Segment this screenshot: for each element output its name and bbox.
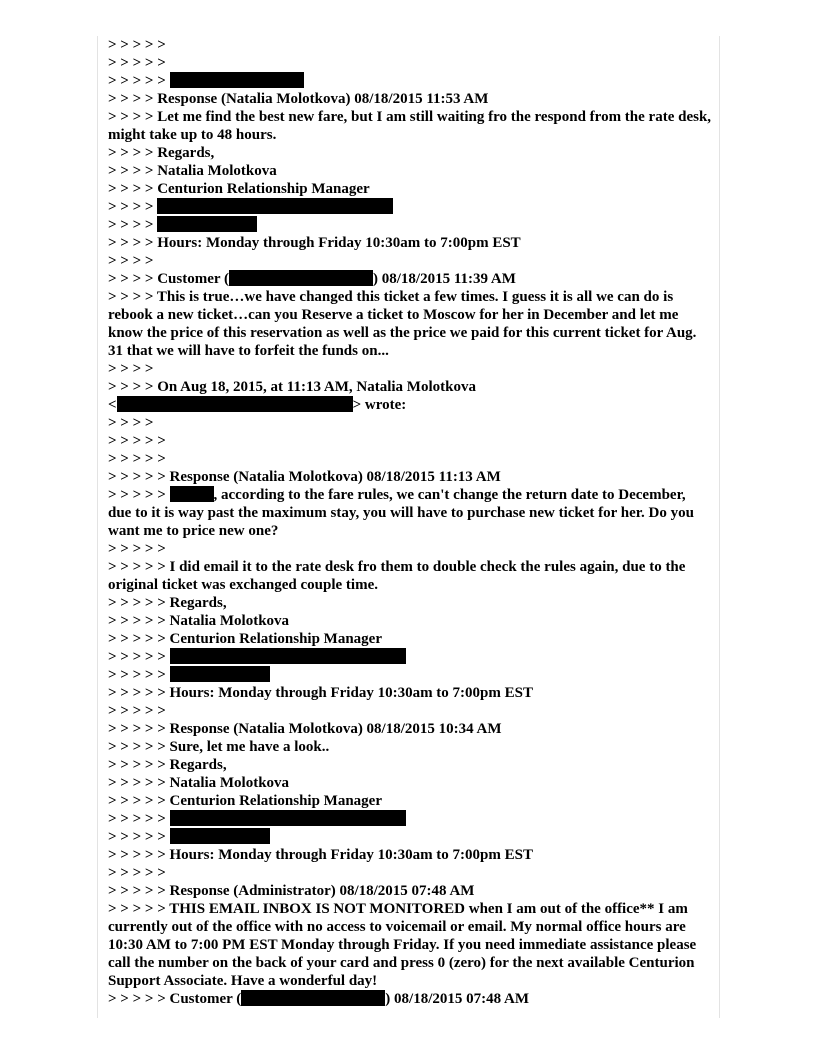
signature-line: > > > > > Regards, — [108, 757, 227, 773]
redaction-box — [157, 198, 393, 214]
wrote-header: > > > > On Aug 18, 2015, at 11:13 AM, Natalia Molotkova — [108, 379, 476, 395]
message-body: > > > > Let me find the best new fare, but I am still waiting fro the respond from the rate desk, might take up to 48 hours. — [108, 109, 712, 143]
response-header: > > > > Response (Natalia Molotkova) 08/18/2015 11:53 AM — [108, 91, 489, 107]
page-border-right — [719, 36, 720, 1018]
signature-name: > > > > Natalia Molotkova — [108, 163, 277, 179]
redaction-box — [229, 270, 373, 286]
message-body: > > > > > Sure, let me have a look.. — [108, 739, 330, 755]
signature-redacted: > > > > — [108, 198, 712, 216]
hours-line: > > > > > Hours: Monday through Friday 10:30am to 7:00pm EST — [108, 847, 533, 863]
customer-header: > > > > > Customer ( ) 08/18/2015 07:48 AM — [108, 991, 530, 1007]
quote-line: > > > > > — [108, 433, 166, 449]
quote-line-redacted: > > > > > — [108, 72, 712, 90]
redaction-box — [170, 810, 406, 826]
redaction-box — [117, 396, 353, 412]
email-thread — [108, 36, 712, 1008]
signature-redacted: > > > > > — [108, 810, 712, 828]
redaction-box — [170, 828, 270, 844]
redaction-box — [170, 72, 304, 88]
quote-line: > > > > — [108, 415, 154, 431]
signature-line: > > > > Regards, — [108, 145, 215, 161]
message-body: > > > > > THIS EMAIL INBOX IS NOT MONITORED when I am out of the office** I am currently out of the office with no access to voicemail or email. My normal office hours are 10:30 AM to 7:00 PM EST Monday through Friday. If you need immediate assistance please call the number on the back of your card and press 0 (zero) for the next available Centurion Support Associate. Have a wonderful day! — [108, 901, 697, 989]
quote-line: > > > > > — [108, 865, 166, 881]
signature-redacted: > > > > — [108, 216, 712, 234]
response-header: > > > > > Response (Administrator) 08/18/2015 07:48 AM — [108, 883, 475, 899]
quote-line: > > > > > — [108, 55, 166, 71]
redaction-box — [170, 666, 270, 682]
signature-redacted: > > > > > — [108, 648, 712, 666]
redaction-box — [241, 990, 385, 1006]
signature-redacted: > > > > > — [108, 666, 712, 684]
signature-name: > > > > > Natalia Molotkova — [108, 613, 290, 629]
customer-header: > > > > Customer ( ) 08/18/2015 11:39 AM — [108, 271, 516, 287]
message-body: > > > > This is true…we have changed this ticket a few times. I guess it is all we can do is rebook a new ticket…can you Reserve a ticket to Moscow for her in December and let me know the price of this reservation as well as the price we paid for this current ticket for Aug. 31 that we will have to forfeit the funds on... — [108, 289, 697, 359]
response-header: > > > > > Response (Natalia Molotkova) 08/18/2015 11:13 AM — [108, 469, 501, 485]
signature-title: > > > > Centurion Relationship Manager — [108, 181, 370, 197]
redaction-box — [170, 648, 406, 664]
message-body: > > > > > , according to the fare rules, we can't change the return date to December, due to it is way past the maximum stay, you will have to purchase new ticket for her. Do you want me to price new one? — [108, 487, 694, 539]
quote-line: > > > > > — [108, 37, 166, 53]
quote-line: > > > > — [108, 253, 154, 269]
signature-line: > > > > > Regards, — [108, 595, 227, 611]
page-border-left — [97, 36, 98, 1018]
quote-line: > > > > — [108, 361, 154, 377]
signature-redacted: > > > > > — [108, 828, 712, 846]
quote-line: > > > > > — [108, 541, 166, 557]
redaction-box — [170, 486, 214, 502]
message-body: > > > > > I did email it to the rate desk fro them to double check the rules again, due to the original ticket was exchanged couple time. — [108, 559, 686, 593]
wrote-header-email: < > wrote: — [108, 397, 407, 413]
hours-line: > > > > Hours: Monday through Friday 10:30am to 7:00pm EST — [108, 235, 521, 251]
signature-title: > > > > > Centurion Relationship Manager — [108, 631, 382, 647]
signature-name: > > > > > Natalia Molotkova — [108, 775, 290, 791]
hours-line: > > > > > Hours: Monday through Friday 10:30am to 7:00pm EST — [108, 685, 533, 701]
redaction-box — [157, 216, 257, 232]
signature-title: > > > > > Centurion Relationship Manager — [108, 793, 382, 809]
quote-line: > > > > > — [108, 451, 166, 467]
quote-line: > > > > > — [108, 703, 166, 719]
response-header: > > > > > Response (Natalia Molotkova) 08/18/2015 10:34 AM — [108, 721, 502, 737]
